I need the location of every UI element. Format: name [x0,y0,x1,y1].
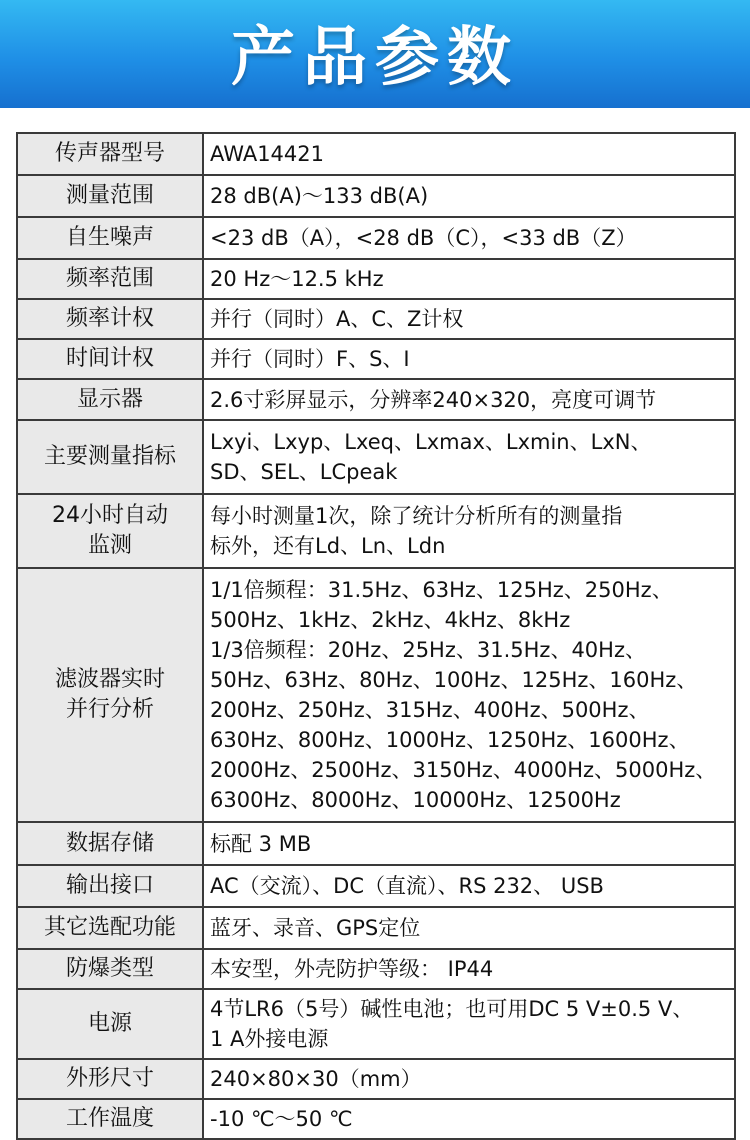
spec-table [16,132,736,1140]
spec-value: 1/1倍频程：31.5Hz、63Hz、125Hz、250Hz、 [210,578,673,602]
spec-row [17,133,735,175]
spec-key-cell [17,1059,203,1099]
spec-row [17,420,735,494]
spec-key: 输出接口 [65,873,154,898]
spec-row [17,1059,735,1099]
spec-value-cell [203,907,735,949]
spec-row [17,989,735,1059]
spec-value: 1 A外接电源 [210,1027,329,1051]
spec-row [17,299,735,339]
spec-value: 20 Hz～12.5 kHz [210,267,384,291]
spec-value-cell [203,133,735,175]
spec-key: 并行分析 [65,697,154,722]
spec-key-cell [17,259,203,299]
spec-row [17,865,735,907]
spec-value-cell [203,568,735,822]
spec-value-cell [203,822,735,865]
spec-row [17,339,735,379]
spec-value: 240×80×30（mm） [210,1067,422,1091]
spec-key-cell [17,822,203,865]
spec-row [17,568,735,822]
spec-row [17,175,735,217]
header-banner [0,0,750,108]
spec-value: 标配 3 MB [210,831,312,856]
spec-value: 并行（同时）A、C、Z计权 [210,307,464,331]
spec-key: 其它选配功能 [43,915,176,940]
spec-key: 显示器 [76,386,143,412]
spec-row [17,217,735,259]
spec-value: 1/3倍频程：20Hz、25Hz、31.5Hz、40Hz、 [210,638,646,662]
spec-key-cell [17,175,203,217]
spec-key: 电源 [87,1011,132,1036]
spec-row [17,907,735,949]
page-title: 产品参数 [231,21,519,95]
spec-value: -10 ℃～50 ℃ [210,1107,353,1131]
spec-value-cell [203,1059,735,1099]
spec-value-cell [203,989,735,1059]
spec-value: Lxyi、Lxyp、Lxeq、Lxmax、Lxmin、LxN、 [210,430,652,454]
spec-value: AC（交流）、DC（直流）、RS 232、 USB [210,874,604,898]
spec-key: 外形尺寸 [65,1066,154,1091]
spec-value: 2000Hz、2500Hz、3150Hz、4000Hz、5000Hz、 [210,758,717,782]
spec-key: 滤波器实时 [54,667,165,692]
spec-row [17,379,735,420]
spec-value-cell [203,494,735,568]
spec-value-cell [203,1099,735,1139]
spec-key: 监测 [87,533,132,558]
spec-row [17,259,735,299]
spec-value: 本安型，外壳防护等级： IP44 [210,957,494,981]
spec-key-cell [17,217,203,259]
spec-key: 传声器型号 [54,141,165,166]
spec-key: 时间计权 [65,346,154,371]
spec-key-cell [17,568,203,822]
spec-value: 蓝牙、录音、GPS定位 [210,916,421,940]
spec-value: 2.6寸彩屏显示，分辨率240×320，亮度可调节 [210,387,657,412]
spec-row [17,822,735,865]
spec-key: 自生噪声 [65,225,154,250]
spec-key-cell [17,1099,203,1139]
spec-value: 每小时测量1次，除了统计分析所有的测量指 [210,504,623,528]
spec-key-cell [17,379,203,420]
spec-key: 防爆类型 [65,956,154,981]
spec-key-cell [17,865,203,907]
spec-key-cell [17,339,203,379]
spec-value-cell [203,339,735,379]
spec-value: 4节LR6（5号）碱性电池；也可用DC 5 V±0.5 V、 [210,997,694,1021]
spec-value: 并行（同时）F、S、I [210,347,410,371]
spec-key: 测量范围 [65,183,154,208]
spec-key-cell [17,133,203,175]
spec-row [17,949,735,989]
spec-value-cell [203,379,735,420]
spec-key: 频率范围 [65,266,154,291]
spec-value: SD、SEL、LCpeak [210,460,398,484]
spec-key-cell [17,949,203,989]
spec-value: AWA14421 [210,142,325,166]
spec-key-cell [17,494,203,568]
spec-key-cell [17,907,203,949]
spec-value: 200Hz、250Hz、315Hz、400Hz、500Hz、 [210,698,650,722]
spec-value-cell [203,175,735,217]
spec-row [17,1099,735,1139]
spec-value: 标外，还有Ld、Ln、Ldn [210,534,446,558]
spec-key-cell [17,299,203,339]
spec-value-cell [203,420,735,494]
spec-value-cell [203,949,735,989]
spec-value-cell [203,299,735,339]
spec-key-cell [17,989,203,1059]
spec-value: <23 dB（A），<28 dB（C），<33 dB（Z） [210,226,637,250]
spec-value-cell [203,259,735,299]
spec-row [17,494,735,568]
spec-key-cell [17,420,203,494]
spec-value: 28 dB(A)～133 dB(A) [210,184,429,208]
spec-value: 500Hz、1kHz、2kHz、4kHz、8kHz [210,608,571,632]
spec-value-cell [203,217,735,259]
spec-value: 6300Hz、8000Hz、10000Hz、12500Hz [210,788,621,812]
spec-value: 50Hz、63Hz、80Hz、100Hz、125Hz、160Hz、 [210,668,698,692]
spec-key: 频率计权 [65,306,154,331]
spec-key: 主要测量指标 [43,444,176,469]
spec-key: 数据存储 [65,830,154,856]
spec-value: 630Hz、800Hz、1000Hz、1250Hz、1600Hz、 [210,728,690,752]
spec-key: 工作温度 [65,1106,154,1131]
spec-key: 24小时自动 [52,503,168,528]
spec-value-cell [203,865,735,907]
